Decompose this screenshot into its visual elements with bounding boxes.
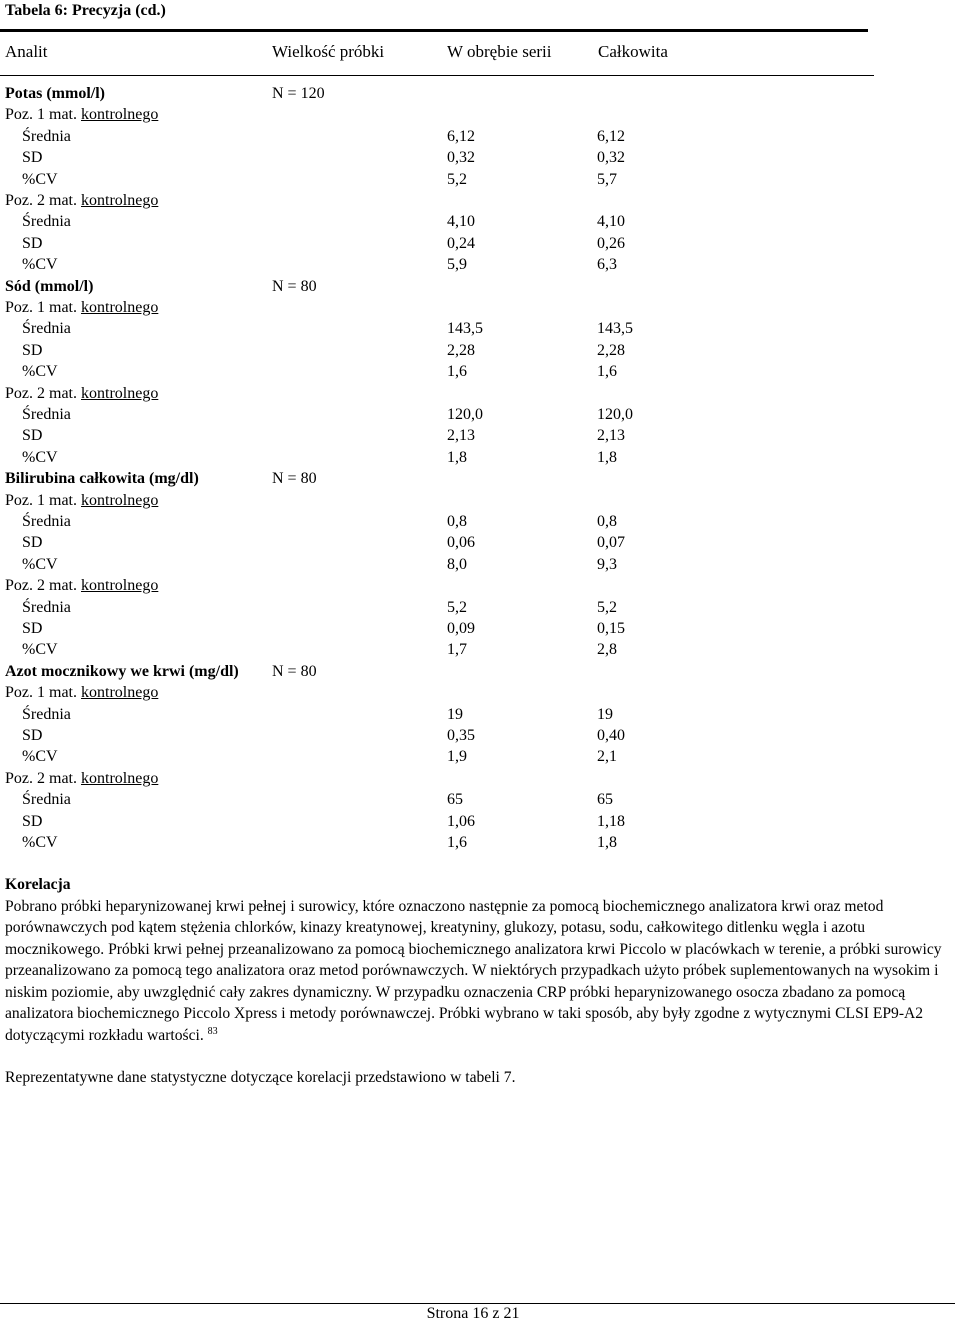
table-row [0,661,960,682]
stat-label: %CV [22,363,58,381]
table-row [0,682,960,703]
control-level-label: Poz. 1 mat. kontrolnego [5,299,159,316]
total-cell: 5,2 [597,598,617,616]
footer-rule [0,1303,955,1304]
within-run-cell: 1,9 [447,748,467,766]
within-run-cell: 2,28 [447,341,475,359]
analyte-label: Sód (mmol/l) [5,277,94,295]
table-row [0,297,960,318]
total-cell: 1,8 [597,834,617,851]
stat-label: Średnia [22,791,71,809]
table-row [0,361,960,382]
table-row [0,211,960,232]
table-row [0,618,960,639]
table-row [0,789,960,810]
header-analyte: Analit [5,42,48,61]
control-level-label: Poz. 2 mat. kontrolnego [5,577,159,595]
stat-label: SD [22,812,43,830]
within-run-cell: 6,12 [447,127,475,145]
table-row [0,768,960,789]
within-run-cell: 1,7 [447,641,467,659]
stat-label: %CV [22,555,58,573]
header-total: Całkowita [598,42,668,61]
total-cell: 0,8 [597,513,617,530]
within-run-cell: 0,24 [447,234,475,252]
stat-label: Średnia [22,213,71,231]
within-run-cell: 1,6 [447,363,467,381]
within-run-cell: 0,09 [447,620,475,637]
total-cell: 2,28 [597,341,625,359]
within-run-cell: 0,8 [447,513,467,530]
header-sample-size: Wielkość próbki [272,42,385,61]
within-run-cell: 5,2 [447,170,467,188]
sample-size-cell: N = 80 [272,277,317,295]
total-cell: 1,6 [597,363,617,381]
table-row [0,575,960,596]
table-row [0,169,960,190]
control-level-label: Poz. 1 mat. kontrolnego [5,491,159,509]
within-run-cell: 143,5 [447,320,483,338]
table-row [0,468,960,489]
table-row [0,276,960,297]
footnote-ref: 83 [207,1025,218,1037]
table-row [0,104,960,125]
stat-label: %CV [22,256,58,274]
sample-size-cell: N = 80 [272,662,317,680]
correlation-section [5,874,945,1089]
within-run-cell: 5,2 [447,598,467,616]
stat-label: %CV [22,641,58,659]
table-row [0,233,960,254]
table-row [0,318,960,339]
table-row [0,425,960,446]
table-row [0,83,960,104]
total-cell: 143,5 [597,320,633,338]
total-cell: 65 [597,791,613,809]
page-number: Strona 16 z 21 [426,1305,520,1322]
table-row [0,383,960,404]
analyte-label: Potas (mmol/l) [5,85,105,102]
within-run-cell: 2,13 [447,427,475,445]
header-bottom-rule [0,75,874,76]
control-level-label: Poz. 2 mat. kontrolnego [5,384,159,402]
control-level-label: Poz. 1 mat. kontrolnego [5,106,159,124]
total-cell: 2,8 [597,641,617,659]
sample-size-cell: N = 80 [272,470,317,488]
control-level-label: Poz. 2 mat. kontrolnego [5,192,159,209]
table-row [0,490,960,511]
within-run-cell: 8,0 [447,555,467,573]
stat-label: Średnia [22,406,71,423]
total-cell: 120,0 [597,406,633,423]
stat-label: SD [22,341,43,359]
within-run-cell: 1,8 [447,448,467,466]
table-row [0,340,960,361]
table-row [0,554,960,575]
total-cell: 4,10 [597,213,625,231]
within-run-cell: 5,9 [447,256,467,274]
total-cell: 0,40 [597,727,625,744]
stat-label: Średnia [22,513,71,530]
stat-label: %CV [22,448,58,466]
within-run-cell: 65 [447,791,463,809]
table-row [0,746,960,767]
total-cell: 5,7 [597,170,617,188]
total-cell: 0,07 [597,534,625,552]
analyte-label: Bilirubina całkowita (mg/dl) [5,470,199,488]
table-row [0,704,960,725]
total-cell: 2,13 [597,427,625,445]
stat-label: %CV [22,834,58,851]
stat-label: %CV [22,170,58,188]
stat-label: SD [22,427,43,445]
table-row [0,532,960,553]
correlation-paragraph-text: Pobrano próbki heparynizowanej krwi pełnej i surowicy, które oznaczono następnie za pomocą biochemicznego analizatora krwi oraz metod porównawczych pod kątem stężenia chlorków, kinazy kreatynowej, kreatyniny, glukozy, potasu, sodu, całkowitego ditlenku węgla i azotu mocznikowego. Próbki krwi pełnej przeanalizowano za pomocą biochemicznego analizatora krwi Piccolo w placówkach w terenie, a próbki surowicy przeanalizowano za pomocą tego analizatora oraz metod porównawczych. W niektórych przypadkach użyto próbek suplementowanych na wysokim i niskim poziomie, aby uwzględnić cały zakres dynamiczny. W przypadku oznaczenia CRP próbki heparynizowanego osocza zbadano za pomocą analizatora biochemicznego Piccolo Xpress i metody porównawczej. Próbki wybrano w taki sposób, aby były zgodne z wytycznymi CLSI EP9-A2 dotyczącymi rozkładu wartości. [5,897,942,1044]
within-run-cell: 0,32 [447,149,475,167]
total-cell: 9,3 [597,555,617,573]
total-cell: 0,32 [597,149,625,167]
analyte-label: Azot mocznikowy we krwi (mg/dl) [5,662,239,680]
correlation-summary: Reprezentatywne dane statystyczne dotyczące korelacji przedstawiono w tabeli 7. [5,1069,516,1086]
within-run-cell: 1,06 [447,812,475,830]
table-row [0,126,960,147]
control-level-label: Poz. 2 mat. kontrolnego [5,769,159,787]
total-cell: 1,8 [597,448,617,466]
stat-label: Średnia [22,127,71,145]
table-row [0,404,960,425]
within-run-cell: 0,06 [447,534,475,552]
stat-label: Średnia [22,705,71,723]
table-row [0,147,960,168]
table-row [0,811,960,832]
correlation-paragraph [5,896,945,1047]
stat-label: SD [22,234,43,252]
stat-label: SD [22,620,43,637]
table-row [0,511,960,532]
stat-label: SD [22,149,43,167]
stat-label: %CV [22,748,58,766]
table-top-rule [0,29,868,32]
within-run-cell: 0,35 [447,727,475,744]
table-row [0,639,960,660]
stat-label: SD [22,727,43,744]
stat-label: SD [22,534,43,552]
table-row [0,254,960,275]
table-row [0,447,960,468]
sample-size-cell: N = 120 [272,85,325,102]
table-row [0,832,960,853]
total-cell: 1,18 [597,812,625,830]
table-row [0,597,960,618]
total-cell: 2,1 [597,748,617,766]
stat-label: Średnia [22,598,71,616]
stat-label: Średnia [22,320,71,338]
total-cell: 0,15 [597,620,625,637]
total-cell: 6,12 [597,127,625,145]
total-cell: 0,26 [597,234,625,252]
correlation-heading: Korelacja [5,876,71,893]
within-run-cell: 19 [447,705,463,723]
header-within-run: W obrębie serii [447,42,552,61]
control-level-label: Poz. 1 mat. kontrolnego [5,684,159,702]
table-title: Tabela 6: Precyzja (cd.) [5,2,166,19]
total-cell: 19 [597,705,613,723]
within-run-cell: 4,10 [447,213,475,231]
total-cell: 6,3 [597,256,617,274]
table-row [0,190,960,211]
within-run-cell: 1,6 [447,834,467,851]
within-run-cell: 120,0 [447,406,483,423]
table-row [0,725,960,746]
